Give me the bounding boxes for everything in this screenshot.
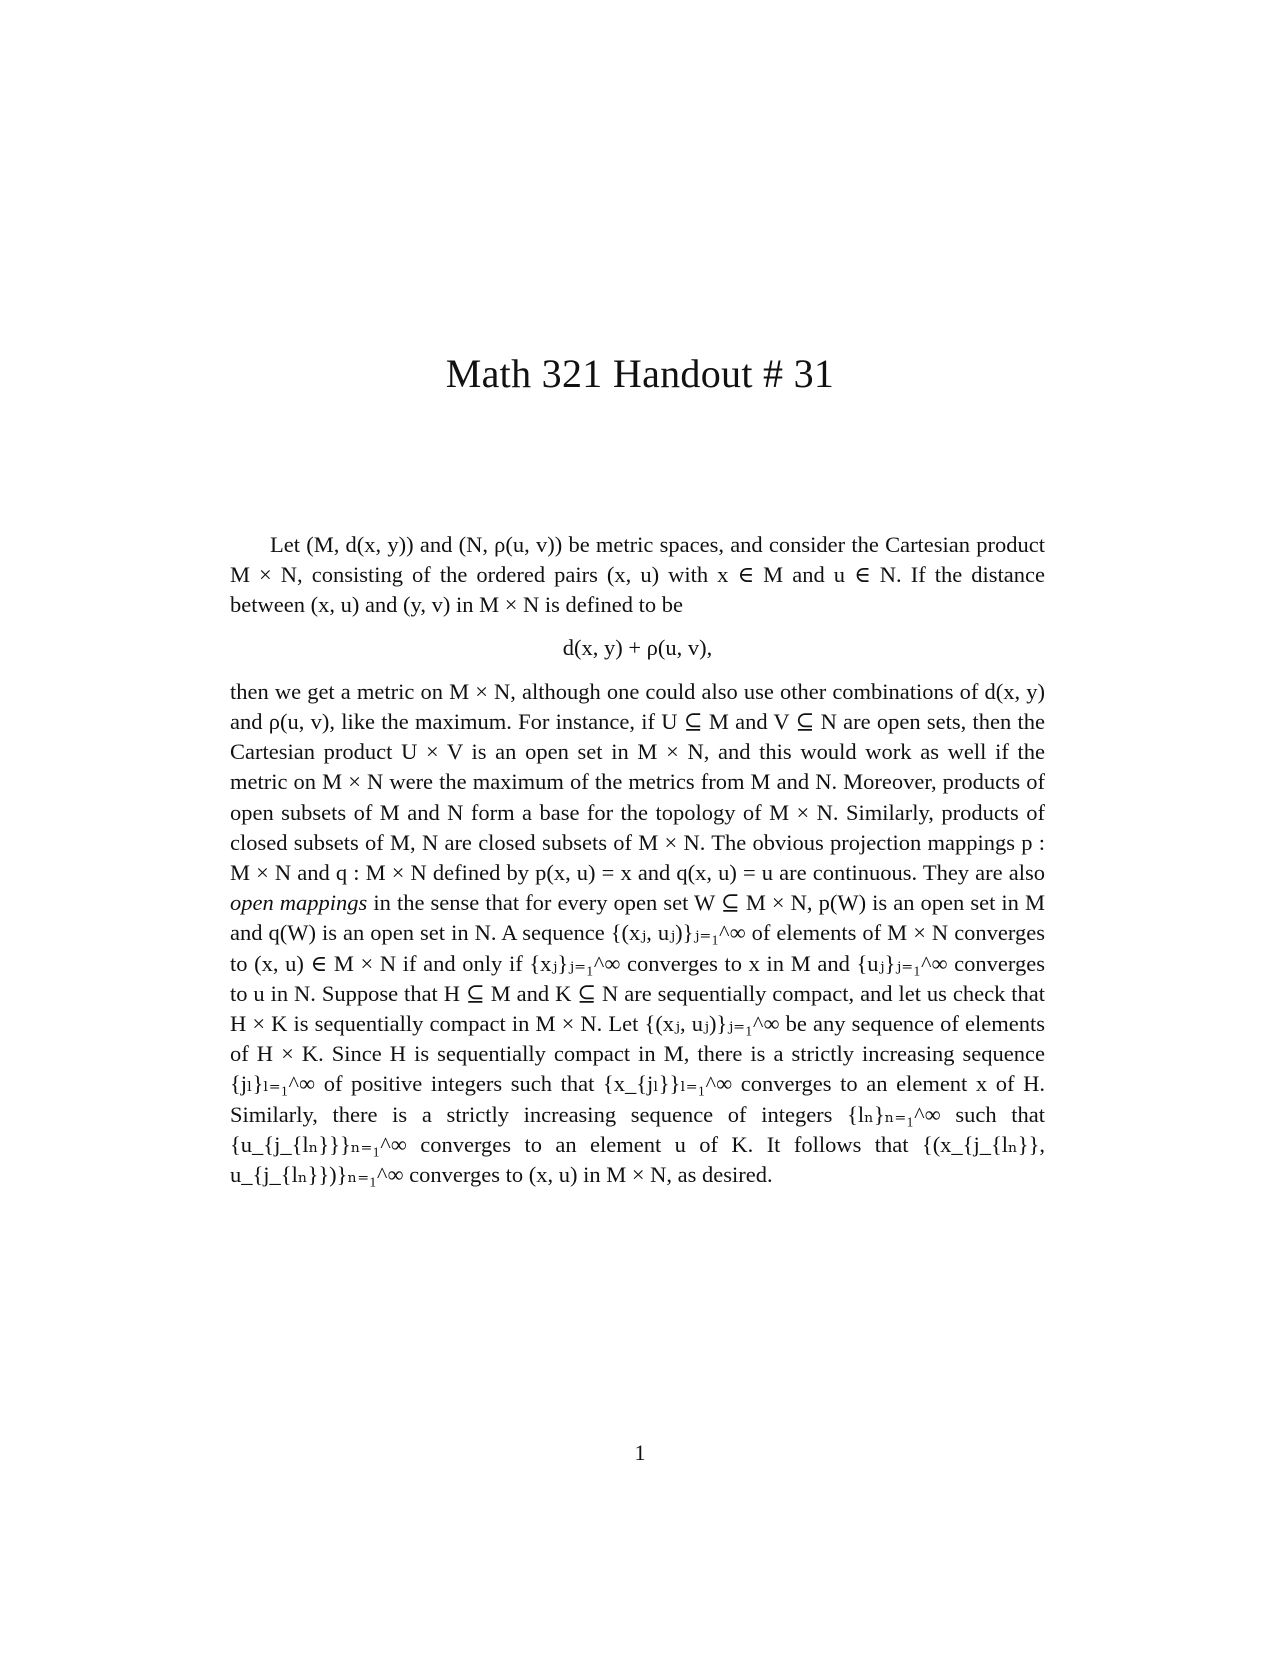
- emphasis-open-mappings: open mappings: [230, 890, 368, 916]
- display-formula: d(x, y) + ρ(u, v),: [562, 634, 713, 660]
- page-title: Math 321 Handout # 31: [445, 351, 835, 396]
- document-body: [230, 530, 1045, 1190]
- paragraph-main-part-1: then we get a metric on M × N, although one could also use other combinations of d(x, y) and ρ(u, v), like the maximum. For instance, if U ⊆ M and V ⊆ N are open sets, then the Cartesian product U × V is an open set in M × N, and this would work as well if the metric on M × N were the maximum of the metrics from M and N. Moreover, products of open subsets of M and N form a base for the topology of M × N. Similarly, products of closed subsets of M, N are closed subsets of M × N. The obvious projection mappings p : M × N and q : M × N defined by p(x, u) = x and q(x, u) = u are continuous. They are also: [230, 678, 1045, 886]
- paragraph-intro: Let (M, d(x, y)) and (N, ρ(u, v)) be metric spaces, and consider the Cartesian product M × N, consisting of the ordered pairs (x, u) with x ∈ M and u ∈ N. If the distance between (x, u) and (y, v) in M × N is defined to be: [230, 532, 1045, 618]
- paragraph-main-part-2: in the sense that for every open set W ⊆ M × N, p(W) is an open set in M and q(W) is an open set in N. A sequence {(xⱼ, uⱼ)}ⱼ₌₁^∞ of elements of M × N converges to (x, u) ∈ M × N if and only if {xⱼ}ⱼ₌₁^∞ converges to x in M and {uⱼ}ⱼ₌₁^∞ converges to u in N. Suppose that H ⊆ M and K ⊆ N are sequentially compact, and let us check that H × K is sequentially compact in M × N. Let {(xⱼ, uⱼ)}ⱼ₌₁^∞ be any sequence of elements of H × K. Since H is sequentially compact in M, there is a strictly increasing sequence {jₗ}ₗ₌₁^∞ of positive integers such that {x_{jₗ}}ₗ₌₁^∞ converges to an element x of H. Similarly, there is a strictly increasing sequence of integers {lₙ}ₙ₌₁^∞ such that {u_{j_{lₙ}}}ₙ₌₁^∞ converges to an element u of K. It follows that {(x_{j_{lₙ}}, u_{j_{lₙ}})}ₙ₌₁^∞ converges to (x, u) in M × N, as desired.: [230, 890, 1045, 1188]
- paragraph-main: [230, 677, 1045, 1190]
- page-number: 1: [634, 1440, 646, 1465]
